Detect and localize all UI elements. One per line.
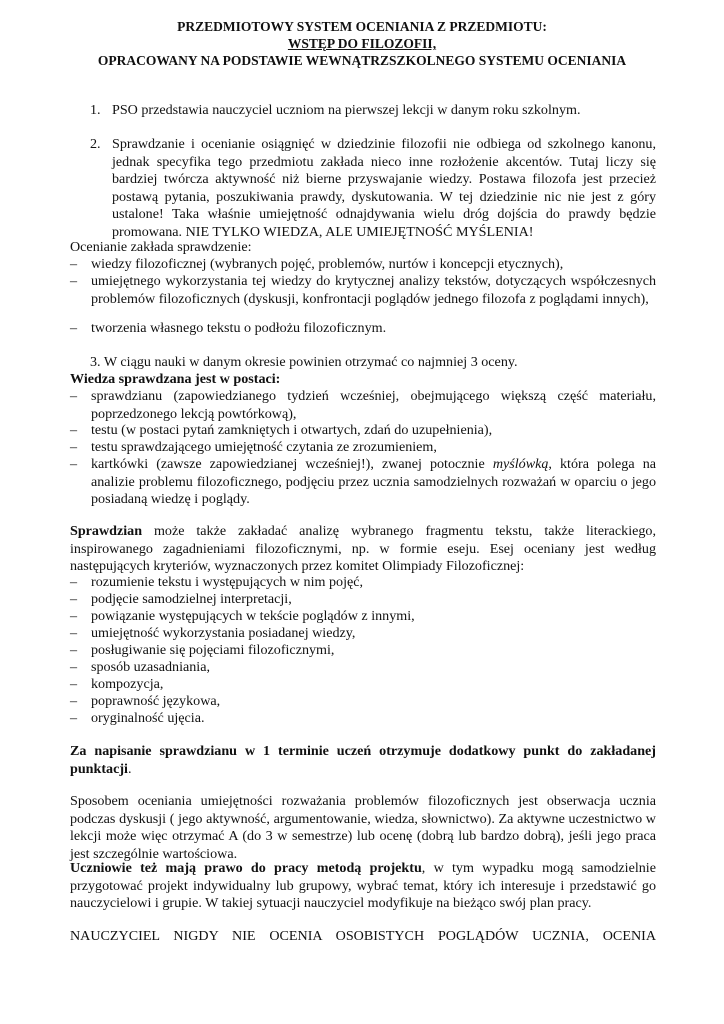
criteria-item (70, 693, 656, 711)
criteria-item (70, 608, 656, 626)
assessment-item-text: umiejętnego wykorzystania tej wiedzy do krytycznej analizy tekstów, dotyczących współczesnych problemów filozoficznych (dyskusji, konfrontacji poglądów jednego filozofa z poglądami innych), (91, 273, 656, 307)
knowledge-item-quiz (70, 456, 656, 509)
criteria-item (70, 642, 656, 660)
criteria-item-text: kompozycja, (91, 676, 164, 692)
assessment-intro: Ocenianie zakłada sprawdzenie: (70, 239, 252, 255)
dash-marker: – (70, 388, 78, 404)
knowledge-item-text: sprawdzianu (zapowiedzianego tydzień wcześniej, obejmującego większą część materiału, poprzedzonego lekcją powtórkową), (91, 388, 656, 422)
knowledge-item (70, 439, 656, 457)
point-1-text: PSO przedstawia nauczyciel uczniom na pierwszej lekcji w danym roku szkolnym. (112, 102, 581, 118)
point-2-number: 2. (90, 136, 101, 152)
knowledge-item-text: testu sprawdzającego umiejętność czytania ze zrozumieniem, (91, 439, 437, 455)
assessment-item-text: tworzenia własnego tekstu o podłożu filozoficznym. (91, 320, 387, 336)
dash-marker: – (70, 642, 78, 658)
criteria-item-text: oryginalność ujęcia. (91, 710, 205, 726)
dash-marker: – (70, 456, 78, 472)
assessment-item (70, 320, 656, 338)
bonus-text: Za napisanie sprawdzianu w 1 terminie uczeń otrzymuje dodatkowy punkt do zakładanej punktacji (70, 743, 656, 777)
point-3: 3. W ciągu nauki w danym okresie powinien otrzymać co najmniej 3 oceny. (90, 354, 518, 370)
criteria-item-text: rozumienie tekstu i występujących w nim pojęć, (91, 574, 364, 590)
doc-title-line3: OPRACOWANY NA PODSTAWIE WEWNĄTRZSZKOLNEGO SYSTEMU OCENIANIA (97, 53, 627, 68)
criteria-item-text: podjęcie samodzielnej interpretacji, (91, 591, 292, 607)
dash-marker: – (70, 591, 78, 607)
knowledge-item-text: testu (w postaci pytań zamkniętych i otwartych, zdań do uzupełnienia), (91, 422, 493, 438)
dash-marker: – (70, 574, 78, 590)
quiz-text-end: , która polega na analizie problemu filozoficznego, podjęciu przez ucznia samodzielnych rozważań w oparciu o jego posiadaną wiedzę i poglądy. (91, 456, 656, 507)
point-1 (90, 102, 656, 120)
dash-marker: – (70, 676, 78, 692)
skills-paragraph: Sposobem oceniania umiejętności rozważania problemów filozoficznych jest obserwacja ucznia podczas dyskusji ( jego aktywność, argumentowanie, wiedza, słownictwo). Za aktywne uczestnictwo w lekcji może więc otrzymać A (do 3 w semestrze) lub ocenę (dobrą lub bardzo dobrą), jeśli jego praca jest szczególnie wartościowa. (70, 793, 656, 862)
project-term: Uczniowie też mają prawo do pracy metodą projektu (70, 860, 422, 876)
dash-marker: – (70, 256, 78, 272)
criteria-item (70, 676, 656, 694)
point-2 (90, 136, 656, 241)
criteria-item (70, 591, 656, 609)
test-term: Sprawdzian (70, 523, 143, 539)
doc-title-line2: WSTĘP DO FILOZOFII, (287, 36, 437, 51)
point-1-number: 1. (90, 102, 101, 118)
criteria-item (70, 659, 656, 677)
knowledge-item (70, 422, 656, 440)
dash-marker: – (70, 422, 78, 438)
assessment-item (70, 256, 656, 274)
criteria-item-text: sposób uzasadniania, (91, 659, 210, 675)
criteria-item (70, 710, 656, 728)
dash-marker: – (70, 693, 78, 709)
criteria-item-text: poprawność językowa, (91, 693, 221, 709)
dash-marker: – (70, 659, 78, 675)
doc-title-line1: PRZEDMIOTOWY SYSTEM OCENIANIA Z PRZEDMIOTU: (177, 19, 547, 34)
bonus-paragraph (70, 743, 656, 778)
criteria-item-text: posługiwanie się pojęciami filozoficznymi, (91, 642, 335, 658)
criteria-item (70, 625, 656, 643)
criteria-item-text: powiązanie występujących w tekście poglądów z innymi, (91, 608, 415, 624)
project-paragraph (70, 860, 656, 913)
knowledge-heading (70, 371, 656, 389)
test-paragraph (70, 523, 656, 576)
final-statement: NAUCZYCIEL NIGDY NIE OCENIA OSOBISTYCH POGLĄDÓW UCZNIA, OCENIA (70, 928, 656, 944)
quiz-text-start: kartkówki (zawsze zapowiedzianej wcześniej!), zwanej potocznie (91, 456, 493, 472)
knowledge-heading-text: Wiedza sprawdzana jest w postaci: (70, 371, 281, 387)
assessment-item-text: wiedzy filozoficznej (wybranych pojęć, problemów, nurtów i koncepcji etycznych), (91, 256, 564, 272)
project-text: , w tym wypadku mogą samodzielnie przygotować projekt indywidualny lub grupowy, wybrać temat, który ich interesuje i przedstawić go nauczycielowi i grupie. W takiej sytuacji nauczyciel modyfikuje na bieżąco swój plan pracy. (70, 860, 656, 911)
criteria-item-text: umiejętność wykorzystania posiadanej wiedzy, (91, 625, 356, 641)
dash-marker: – (70, 710, 78, 726)
knowledge-item (70, 388, 656, 423)
assessment-item (70, 273, 656, 308)
dash-marker: – (70, 625, 78, 641)
criteria-item (70, 574, 656, 592)
dash-marker: – (70, 608, 78, 624)
dash-marker: – (70, 273, 78, 289)
bonus-end: . (127, 760, 132, 777)
dash-marker: – (70, 320, 78, 336)
knowledge-item-text (91, 456, 656, 509)
dash-marker: – (70, 439, 78, 455)
test-text: może także zakładać analizę wybranego fragmentu tekstu, także literackiego, inspirowanego zagadnieniami filozoficznymi, np. w formie eseju. Esej oceniany jest według następujących kryteriów, wyznaczonych przez komitet Olimpiady Filozoficznej: (70, 523, 656, 574)
quiz-term: myślówką (492, 456, 549, 472)
point-2-text: Sprawdzanie i ocenianie osiągnięć w dziedzinie filozofii nie odbiega od szkolnego kanonu, jednak specyfika tego przedmiotu zakłada nieco inne rozłożenie akcentów. Tutaj liczy się bardziej twórcza aktywność niż bierne przyswajanie wiedzy. Postawa filozofa jest przecież postawą pytania, poszukiwania prawdy, dyskutowania. W tej dziedzinie nic nie jest z góry ustalone! Taka właśnie umiejętność odnajdywania wielu dróg dojścia do prawdy będzie promowana. NIE TYLKO WIEDZA, ALE UMIEJĘTNOŚĆ MYŚLENIA! (112, 136, 656, 240)
